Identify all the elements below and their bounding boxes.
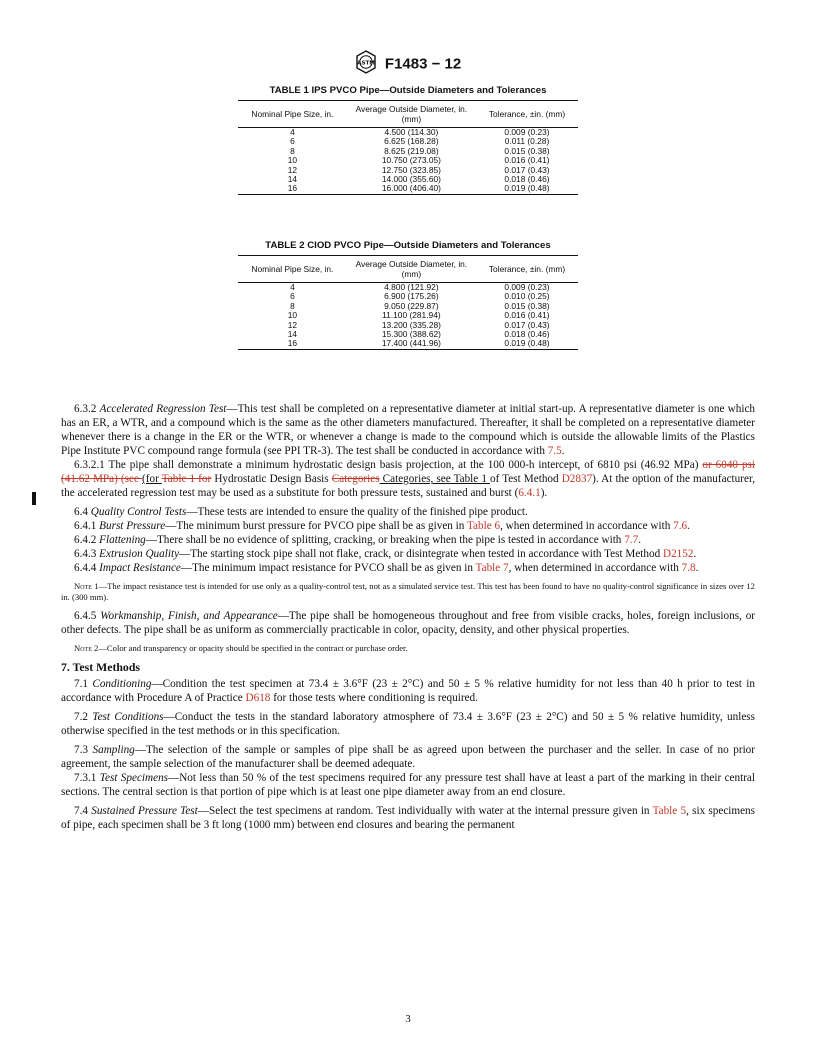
- section-title: Accelerated Regression Test: [99, 403, 227, 415]
- cell-size: 14: [287, 329, 298, 340]
- section-text: .: [695, 562, 699, 574]
- section-text: of Test Method: [490, 473, 562, 485]
- cell-size: 14: [287, 174, 298, 185]
- svg-text:ASTM: ASTM: [356, 60, 375, 67]
- ref-link[interactable]: D2152: [663, 548, 694, 560]
- section-7-3-1: [61, 771, 755, 799]
- section-number: 6.4.2: [74, 534, 97, 546]
- ref-link[interactable]: Table 1: [161, 473, 196, 485]
- ref-link[interactable]: Table 7: [475, 562, 509, 574]
- cell-size: 4: [290, 127, 295, 137]
- ref-link[interactable]: 7.6: [673, 520, 688, 532]
- cell-tolerance: 0.009 (0.23): [504, 282, 550, 292]
- section-7-3: [61, 743, 755, 771]
- cell-diameter: 15.300 (388.62): [381, 329, 441, 340]
- section-text: 6.3.2.1 The pipe shall demonstrate a minimum hydrostatic design basis projection, at the 100 000-h intercept, of 6810 psi (46.92 MPa): [74, 459, 703, 471]
- section-text: for those tests where conditioning is required.: [270, 692, 478, 704]
- section-number: 6.4.5: [74, 610, 97, 622]
- table-2-header-tolerance: Tolerance, ±in. (mm): [476, 256, 578, 283]
- deleted-text: for: [195, 473, 212, 485]
- cell-diameter: 10.750 (273.05): [381, 155, 441, 166]
- cell-diameter: 14.000 (355.60): [381, 174, 441, 185]
- cell-size: 10: [287, 155, 298, 166]
- cell-tolerance: 0.015 (0.38): [504, 300, 550, 311]
- table-row: [238, 339, 578, 349]
- ref-link[interactable]: D2837: [561, 473, 593, 485]
- section-6-4-3: [61, 547, 755, 561]
- section-text: , when determined in accordance with: [508, 562, 682, 574]
- cell-size: 4: [290, 282, 295, 292]
- section-number: 7.2: [74, 711, 88, 723]
- section-number: 7.3.1: [74, 772, 97, 784]
- cell-diameter: 11.100 (281.94): [382, 310, 441, 321]
- note-text: —Color and transparency or opacity should be specified in the contract or purchase order.: [98, 643, 408, 653]
- ref-link[interactable]: D618: [245, 692, 271, 704]
- section-6-4-4: [61, 561, 755, 575]
- section-6-4-1: [61, 519, 755, 533]
- section-text: —Conduct the tests in the standard laboratory atmosphere of 73.4 ± 3.6°F (23 ± 2°C) and 50 ± 5 % relative humidity, unless otherwise specified in the test methods or in this specification.: [61, 711, 756, 737]
- astm-logo-icon: [355, 50, 377, 78]
- section-title: Test Specimens: [99, 772, 169, 784]
- cell-tolerance: 0.019 (0.48): [476, 184, 578, 194]
- cell-diameter: 4.500 (114.30): [384, 127, 439, 137]
- section-number: 7.1: [74, 678, 88, 690]
- deleted-text: Categories: [331, 473, 380, 485]
- section-text: —The minimum impact resistance for PVCO shall be as given in: [180, 562, 476, 574]
- cell-diameter: 17.400 (441.96): [347, 339, 476, 349]
- cell-diameter: 16.000 (406.40): [347, 184, 476, 194]
- section-6-3-2: [61, 402, 755, 458]
- cell-size: 12: [287, 164, 298, 175]
- section-text: —The minimum burst pressure for PVCO pipe shall be as given in: [165, 520, 467, 532]
- ref-link[interactable]: Table 6: [466, 520, 501, 532]
- section-text: —This test shall be completed on a representative diameter at initial start-up. A representative diameter is one which has an ER, a WTR, and a compound which is the same as the other diameters manufactured. Thereafter, it shall be completed on a representative diameter whenever there is a change in the ER or the WTR, or whenever a change is made to the compound which is outside the allowable limits of the Plastics Pipe Institute PVC compound range formula (see PPI TR-3). The test shall be conducted in accordance with: [61, 403, 755, 457]
- cell-tolerance: 0.011 (0.28): [504, 136, 550, 147]
- section-title: Flattening: [99, 534, 146, 546]
- section-number: 6.4.3: [74, 548, 97, 560]
- body-text: [61, 402, 755, 832]
- table-1-caption: TABLE 1 IPS PVCO Pipe—Outside Diameters and Tolerances: [269, 85, 547, 96]
- table-1-header-size: Nominal Pipe Size, in.: [238, 101, 347, 128]
- section-7-4: [61, 804, 755, 832]
- section-number: 7.4: [74, 805, 88, 817]
- section-text: —These tests are intended to ensure the quality of the finished pipe product.: [186, 506, 528, 518]
- section-title: Impact Resistance: [99, 562, 181, 574]
- cell-size: 6: [290, 136, 295, 147]
- section-title: Quality Control Tests: [90, 506, 187, 518]
- section-text: —There shall be no evidence of splitting, cracking, or breaking when the pipe is tested in accordance with: [145, 534, 625, 546]
- section-heading: 7. Test Methods: [61, 660, 140, 674]
- table-1: [238, 85, 578, 195]
- ref-link[interactable]: 7.5: [547, 445, 562, 457]
- cell-diameter: 4.800 (121.92): [384, 282, 439, 292]
- table-2: [238, 240, 578, 350]
- section-text: —Not less than 50 % of the test specimens required for any pressure test shall have at least a part of the marking in their central sections. The central section is that portion of pipe which is at least one pipe diameter away from an end closure.: [61, 772, 756, 798]
- section-title: Burst Pressure: [99, 520, 166, 532]
- section-7-1: [61, 677, 755, 705]
- page-number: 3: [405, 1013, 411, 1025]
- cell-size: 16: [238, 339, 347, 349]
- cell-tolerance: 0.017 (0.43): [504, 164, 550, 175]
- cell-tolerance: 0.015 (0.38): [504, 145, 550, 156]
- section-text: .: [638, 534, 641, 546]
- section-text: ). At the option of the manufacturer, the accelerated regression test may be used as a substitute for both pressure tests, sustained and burst (: [61, 473, 756, 499]
- inserted-text: Categories, see Table 1: [379, 473, 491, 485]
- section-text: —The starting stock pipe shall not flake, crack, or disintegrate when tested in accordance with Test Method: [179, 548, 663, 560]
- ref-link[interactable]: 7.8: [681, 562, 696, 574]
- section-text: —Select the test specimens at random. Test individually with water at the internal pressure given in: [197, 805, 653, 817]
- section-title: Workmanship, Finish, and Appearance: [100, 610, 278, 622]
- cell-tolerance: 0.019 (0.48): [476, 339, 578, 349]
- document-designation: F1483 − 12: [384, 55, 462, 73]
- section-text: —Condition the test specimen at 73.4 ± 3.6°F (23 ± 2°C) and 50 ± 5 % relative humidity for not less than 40 h prior to test in accordance with Procedure A of Practice: [61, 678, 755, 704]
- section-6-4: [61, 505, 755, 519]
- section-7-2: [61, 710, 755, 738]
- table-2-caption: TABLE 2 CIOD PVCO Pipe—Outside Diameters and Tolerances: [265, 240, 551, 251]
- section-title: Sustained Pressure Test: [91, 805, 198, 817]
- section-text: .: [561, 445, 565, 457]
- revision-bar: [32, 492, 36, 505]
- note-label: Note 1: [74, 581, 99, 591]
- section-title: Sampling: [92, 744, 135, 756]
- note-1: [61, 581, 755, 603]
- cell-tolerance: 0.016 (0.41): [504, 310, 550, 321]
- table-1-header-diameter: Average Outside Diameter, in. (mm): [347, 101, 476, 128]
- section-text: —The pipe shall be homogeneous throughout and free from visible cracks, holes, foreign inclusions, or other defects. The pipe shall be as uniform as commercially practicable in color, opacity, density, and other physical properties.: [61, 610, 756, 636]
- cell-tolerance: 0.010 (0.25): [504, 291, 550, 302]
- note-label: Note 2: [74, 643, 99, 653]
- table-2-header-size: Nominal Pipe Size, in.: [238, 256, 347, 283]
- cell-diameter: 9.050 (229.87): [384, 300, 439, 311]
- section-text: .: [687, 520, 690, 532]
- cell-diameter: 13.200 (335.28): [381, 319, 441, 330]
- section-number: 6.4.4: [74, 562, 97, 574]
- cell-diameter: 12.750 (323.85): [381, 164, 441, 175]
- section-text: ).: [540, 487, 548, 499]
- cell-size: 8: [290, 145, 295, 156]
- cell-size: 8: [290, 300, 295, 311]
- section-title: Conditioning: [92, 678, 152, 690]
- cell-diameter: 6.900 (175.26): [384, 291, 439, 302]
- section-title: Extrusion Quality: [99, 548, 180, 560]
- section-text: , six specimens of pipe, each specimen shall be 3 ft long (1000 mm) between end closures and bearing the permanent: [61, 805, 756, 831]
- table-row: [238, 184, 578, 194]
- ref-link[interactable]: 6.4.1: [518, 487, 541, 499]
- section-number: 6.4.1: [74, 520, 97, 532]
- note-2: [61, 643, 755, 654]
- section-6-3-2-1: [61, 458, 755, 500]
- cell-size: 16: [238, 184, 347, 194]
- section-title: Test Conditions: [92, 711, 164, 723]
- cell-tolerance: 0.016 (0.41): [504, 155, 550, 166]
- section-text: Hydrostatic Design Basis: [211, 473, 332, 485]
- section-6-4-5: [61, 609, 755, 637]
- section-number: 7.3: [74, 744, 88, 756]
- section-text: , when determined in accordance with: [500, 520, 674, 532]
- table-2-header-diameter: Average Outside Diameter, in. (mm): [347, 256, 476, 283]
- ref-link[interactable]: 7.7: [624, 534, 639, 546]
- cell-tolerance: 0.017 (0.43): [504, 319, 550, 330]
- deleted-text: or 6040 psi (41.62 MPa) (see: [61, 459, 756, 485]
- cell-diameter: 8.625 (219.08): [384, 145, 439, 156]
- note-text: —The impact resistance test is intended for use only as a quality-control test, not as a simulated service test. This test has been found to have no quality-control significance in sizes over 12 in. (300 mm).: [61, 581, 755, 602]
- section-text: .: [693, 548, 697, 560]
- page-header: [0, 50, 816, 78]
- section-text: —The selection of the sample or samples of pipe shall be as agreed upon between the purchaser and the seller. In case of no prior agreement, the sample selection of the manufacturer shall be deemed adequate.: [61, 744, 755, 770]
- cell-tolerance: 0.009 (0.23): [504, 127, 550, 137]
- cell-size: 12: [287, 319, 298, 330]
- cell-size: 6: [290, 291, 295, 302]
- ref-link[interactable]: Table 5: [652, 805, 687, 817]
- cell-size: 10: [287, 310, 298, 321]
- table-1-header-tolerance: Tolerance, ±in. (mm): [476, 101, 578, 128]
- section-number: 6.4: [74, 506, 88, 518]
- cell-tolerance: 0.018 (0.46): [504, 174, 550, 185]
- cell-diameter: 6.625 (168.28): [384, 136, 439, 147]
- inserted-text: (for: [142, 473, 162, 485]
- section-6-4-2: [61, 533, 755, 547]
- section-number: 6.3.2: [74, 403, 97, 415]
- cell-tolerance: 0.018 (0.46): [504, 329, 550, 340]
